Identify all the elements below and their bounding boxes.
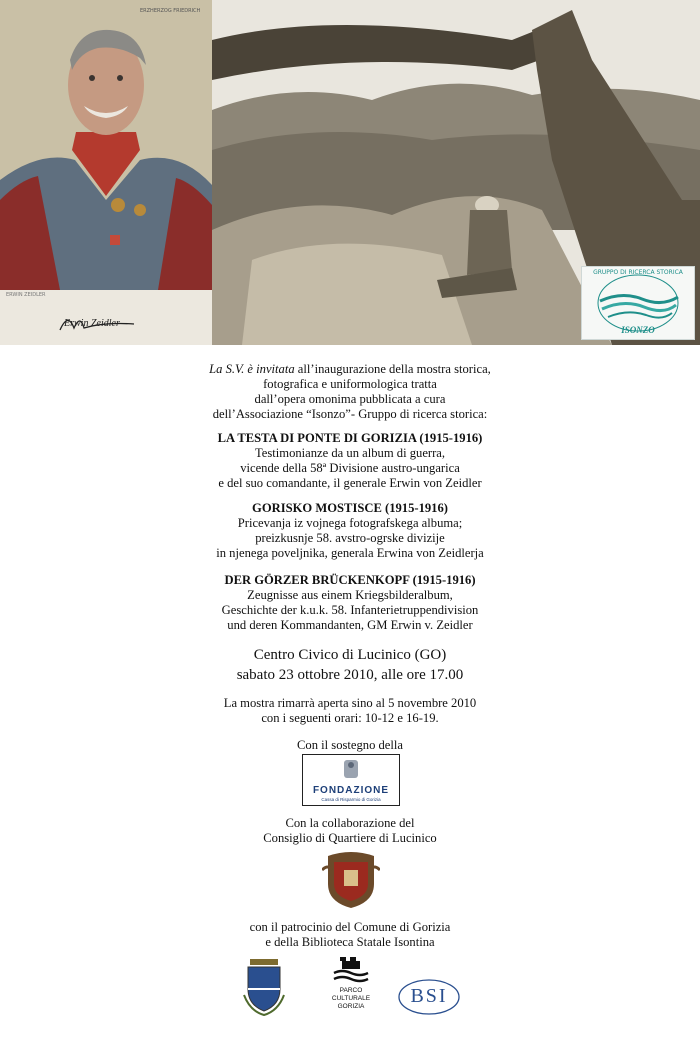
general-portrait [0,0,212,345]
fondazione-logo [302,754,400,806]
slovenian-line-3: in njenega poveljnika, generala Erwina von Zeidlerja [216,546,484,560]
intro-rest: all’inaugurazione della mostra storica, [294,362,491,376]
parco-line-1: PARCO [339,987,363,994]
bsi-logo [396,975,462,1019]
lucinico-crest [322,850,380,910]
collab-section [0,816,700,846]
fondazione-subtitle: Cassa di Risparmio di Gorizia [321,797,381,802]
fondazione-name: FONDAZIONE [312,785,390,796]
bsi-text: BSI [410,985,448,1007]
patronage-line-2: e della Biblioteca Statale Isontina [265,935,435,949]
portrait-illustration [0,0,212,345]
portrait-caption-top: ERZHERZOG FRIEDRICH [140,8,201,14]
support-text: Con il sostegno della [297,738,403,752]
parco-line-2: CULTURALE [331,995,371,1002]
parco-line-3: GORIZIA [337,1003,365,1010]
gorizia-crest-icon [242,955,286,1017]
header-images [0,0,700,345]
signature-text: Erwin Zeidler [64,318,120,329]
slovenian-section [0,501,700,561]
isonzo-ring-text: GRUPPO DI RICERCA STORICA [593,269,683,276]
german-section [0,573,700,633]
venue-place: Centro Civico di Lucinico (GO) [253,647,447,663]
intro-italic: La S.V. è invitata [209,362,295,376]
isonzo-name: ISONZO [621,325,655,335]
hours-line-1: La mostra rimarrà aperta sino al 5 novembre 2010 [223,696,477,710]
parco-culturale-logo [326,955,376,1017]
slovenian-title: GORISKO MOSTISCE (1915-1916) [252,501,448,515]
hours-line-2: con i seguenti orari: 10-12 e 16-19. [261,711,439,725]
italian-line-2: vicende della 58ª Divisione austro-ungarica [240,461,460,475]
intro-line-4: dell’Associazione “Isonzo”- Gruppo di ricerca storica: [212,407,488,421]
venue-date: sabato 23 ottobre 2010, alle ore 17.00 [236,667,464,683]
venue-section [0,645,700,685]
fondazione-emblem [303,755,399,785]
parco-icon [326,955,376,985]
german-line-3: und deren Kommandanten, GM Erwin v. Zeidler [227,618,473,632]
support-label [0,738,700,753]
italian-section [0,431,700,491]
intro-line-2: fotografica e uniformologica tratta [263,377,437,391]
patronage-section [0,920,700,950]
italian-title: LA TESTA DI PONTE DI GORIZIA (1915-1916) [217,431,483,445]
invitation-intro [0,362,700,422]
intro-line-3: dall’opera omonima pubblicata a cura [254,392,446,406]
crest-icon [322,850,380,910]
hours-section [0,696,700,726]
gorizia-crest [242,955,286,1017]
german-line-2: Geschichte der k.u.k. 58. Infanterietruppendivision [221,603,479,617]
collab-line-1: Con la collaborazione del [285,816,415,830]
portrait-caption-bottom: ERWIN ZEIDLER [6,292,46,298]
german-title: DER GÖRZER BRÜCKENKOPF (1915-1916) [224,573,476,587]
slovenian-line-2: preizkusnje 58. avstro-ogrske divizije [255,531,445,545]
italian-line-3: e del suo comandante, il generale Erwin von Zeidler [218,476,482,490]
intro-line-1 [0,362,700,377]
patronage-line-1: con il patrocinio del Comune di Gorizia [249,920,451,934]
german-line-1: Zeugnisse aus einem Kriegsbilderalbum, [247,588,453,602]
italian-line-1: Testimonianze da un album di guerra, [254,446,446,460]
collab-line-2: Consiglio di Quartiere di Lucinico [263,831,437,845]
isonzo-logo [581,266,695,340]
slovenian-line-1: Pricevanja iz vojnega fotografskega albuma; [237,516,463,530]
